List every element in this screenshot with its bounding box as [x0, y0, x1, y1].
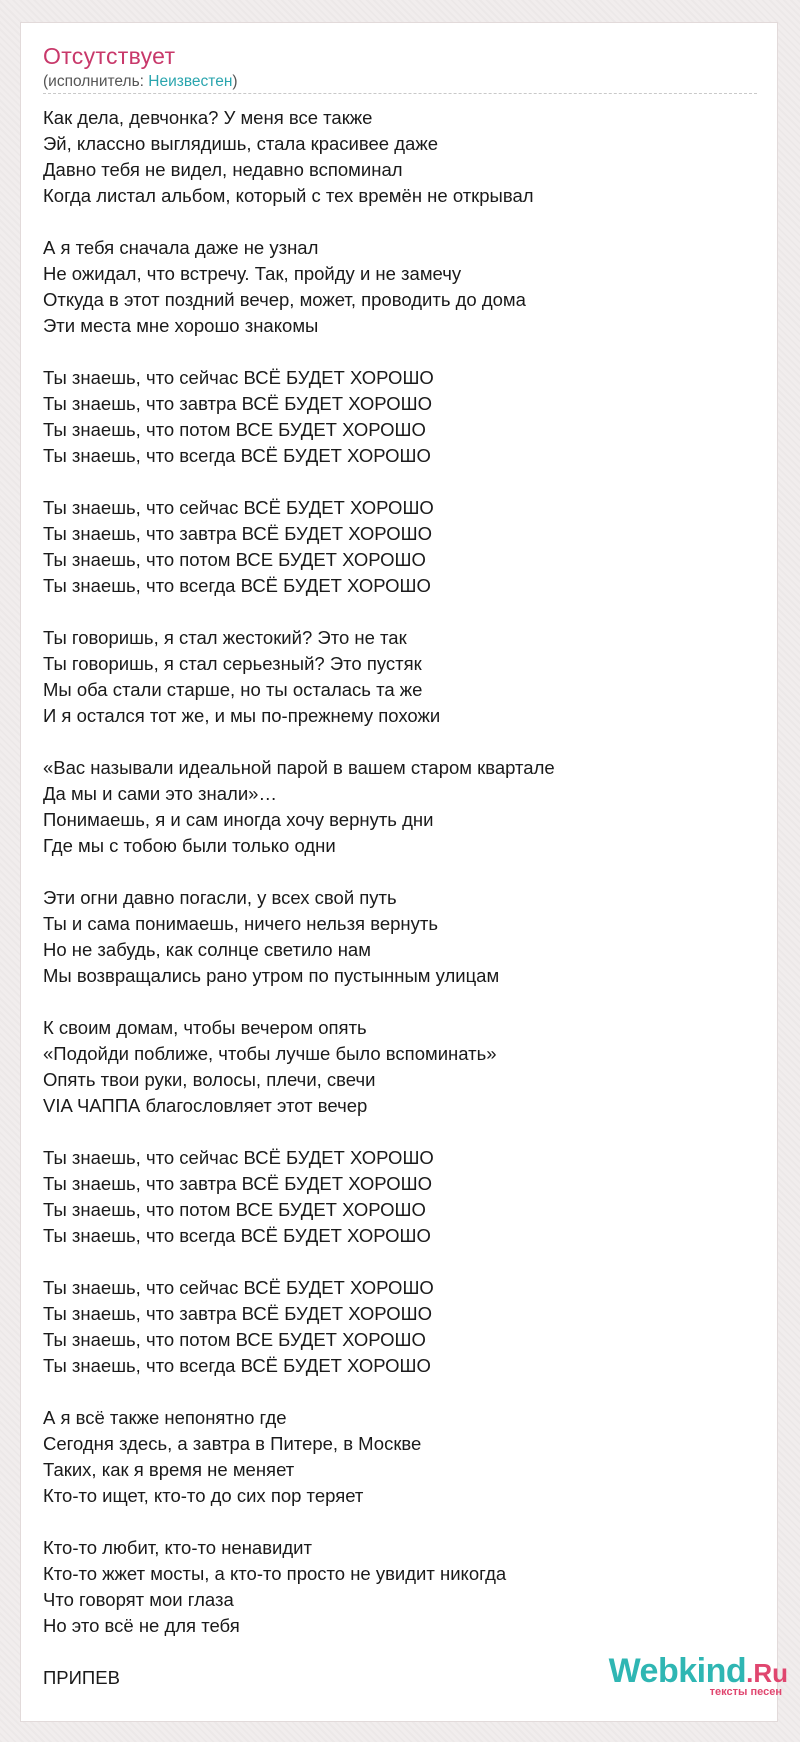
- lyric-line: Кто-то ищет, кто-то до сих пор теряет: [43, 1485, 364, 1506]
- lyric-line: Когда листал альбом, который с тех времён не открывал: [43, 185, 534, 206]
- lyric-line: Кто-то жжет мосты, а кто-то просто не увидит никогда: [43, 1563, 507, 1584]
- lyrics-stanza: [43, 105, 555, 209]
- lyric-line: Ты знаешь, что завтра ВСЁ БУДЕТ ХОРОШО: [43, 393, 432, 414]
- lyric-line: Ты знаешь, что завтра ВСЁ БУДЕТ ХОРОШО: [43, 523, 432, 544]
- logo-tagline: тексты песен: [709, 1686, 782, 1698]
- lyric-line: Таких, как я время не меняет: [43, 1459, 295, 1480]
- lyrics-stanza: [43, 885, 555, 989]
- lyric-line: Ты знаешь, что потом ВСЕ БУДЕТ ХОРОШО: [43, 549, 426, 570]
- lyrics-body: [43, 105, 555, 1717]
- lyric-line: А я всё также непонятно где: [43, 1407, 287, 1428]
- lyric-line: Да мы и сами это знали»…: [43, 783, 277, 804]
- lyric-line: ПРИПЕВ: [43, 1667, 120, 1688]
- artist-suffix: ): [232, 73, 238, 90]
- lyric-line: Мы возвращались рано утром по пустынным улицам: [43, 965, 500, 986]
- lyrics-stanza: [43, 365, 555, 469]
- lyric-line: К своим домам, чтобы вечером опять: [43, 1017, 367, 1038]
- lyric-line: Не ожидал, что встречу. Так, пройду и не замечу: [43, 263, 462, 284]
- lyrics-stanza: [43, 625, 555, 729]
- lyric-line: Кто-то любит, кто-то ненавидит: [43, 1537, 312, 1558]
- artist-prefix: (исполнитель:: [43, 73, 149, 90]
- lyric-line: Ты говоришь, я стал жестокий? Это не так: [43, 627, 407, 648]
- lyric-line: Сегодня здесь, а завтра в Питере, в Москве: [43, 1433, 422, 1454]
- lyric-line: Ты знаешь, что потом ВСЕ БУДЕТ ХОРОШО: [43, 1199, 426, 1220]
- lyric-line: Эй, классно выглядишь, стала красивее даже: [43, 133, 438, 154]
- lyric-line: Ты и сама понимаешь, ничего нельзя вернуть: [43, 913, 438, 934]
- lyrics-stanza: [43, 1665, 555, 1691]
- lyric-line: Ты знаешь, что завтра ВСЁ БУДЕТ ХОРОШО: [43, 1303, 432, 1324]
- lyric-line: Ты знаешь, что потом ВСЕ БУДЕТ ХОРОШО: [43, 419, 426, 440]
- lyric-line: А я тебя сначала даже не узнал: [43, 237, 319, 258]
- lyric-line: Ты знаешь, что всегда ВСЁ БУДЕТ ХОРОШО: [43, 445, 431, 466]
- lyric-line: Ты знаешь, что завтра ВСЁ БУДЕТ ХОРОШО: [43, 1173, 432, 1194]
- artist-line: [43, 73, 238, 91]
- lyric-line: «Подойди поближе, чтобы лучше было вспоминать»: [43, 1043, 497, 1064]
- lyrics-stanza: [43, 1535, 555, 1639]
- lyric-line: Ты знаешь, что всегда ВСЁ БУДЕТ ХОРОШО: [43, 1225, 431, 1246]
- lyric-line: Ты знаешь, что всегда ВСЁ БУДЕТ ХОРОШО: [43, 1355, 431, 1376]
- lyric-line: Как дела, девчонка? У меня все также: [43, 107, 373, 128]
- lyric-line: Опять твои руки, волосы, плечи, свечи: [43, 1069, 376, 1090]
- lyrics-stanza: [43, 1015, 555, 1119]
- lyric-line: Понимаешь, я и сам иногда хочу вернуть дни: [43, 809, 434, 830]
- lyric-line: Но не забудь, как солнце светило нам: [43, 939, 371, 960]
- lyric-line: Ты знаешь, что сейчас ВСЁ БУДЕТ ХОРОШО: [43, 497, 434, 518]
- logo-name: Webkind: [608, 1652, 747, 1690]
- lyrics-stanza: [43, 1405, 555, 1509]
- lyric-line: Мы оба стали старше, но ты осталась та же: [43, 679, 423, 700]
- lyric-line: Но это всё не для тебя: [43, 1615, 240, 1636]
- lyric-line: Ты знаешь, что сейчас ВСЁ БУДЕТ ХОРОШО: [43, 1147, 434, 1168]
- lyric-line: Эти огни давно погасли, у всех свой путь: [43, 887, 397, 908]
- lyric-line: Что говорят мои глаза: [43, 1589, 234, 1610]
- lyrics-card: [20, 22, 778, 1722]
- artist-link[interactable]: Неизвестен: [148, 73, 233, 90]
- lyric-line: Давно тебя не видел, недавно вспоминал: [43, 159, 403, 180]
- lyric-line: VIA ЧАППА благословляет этот вечер: [43, 1095, 368, 1116]
- lyric-line: Ты знаешь, что сейчас ВСЁ БУДЕТ ХОРОШО: [43, 367, 434, 388]
- song-title: Отсутствует: [43, 43, 176, 69]
- lyrics-stanza: [43, 1275, 555, 1379]
- lyric-line: Эти места мне хорошо знакомы: [43, 315, 319, 336]
- logo-tld: .Ru: [746, 1658, 788, 1688]
- lyric-line: Ты знаешь, что всегда ВСЁ БУДЕТ ХОРОШО: [43, 575, 431, 596]
- lyrics-stanza: [43, 235, 555, 339]
- lyric-line: Ты знаешь, что потом ВСЕ БУДЕТ ХОРОШО: [43, 1329, 426, 1350]
- lyrics-stanza: [43, 495, 555, 599]
- lyrics-stanza: [43, 755, 555, 859]
- lyric-line: Откуда в этот поздний вечер, может, проводить до дома: [43, 289, 526, 310]
- lyrics-stanza: [43, 1145, 555, 1249]
- lyric-line: Ты говоришь, я стал серьезный? Это пустяк: [43, 653, 422, 674]
- lyric-line: Где мы с тобою были только одни: [43, 835, 336, 856]
- lyric-line: И я остался тот же, и мы по-прежнему похожи: [43, 705, 441, 726]
- divider: [43, 93, 757, 94]
- lyric-line: «Вас называли идеальной парой в вашем старом квартале: [43, 757, 555, 778]
- site-logo[interactable]: [608, 1652, 788, 1698]
- lyric-line: Ты знаешь, что сейчас ВСЁ БУДЕТ ХОРОШО: [43, 1277, 434, 1298]
